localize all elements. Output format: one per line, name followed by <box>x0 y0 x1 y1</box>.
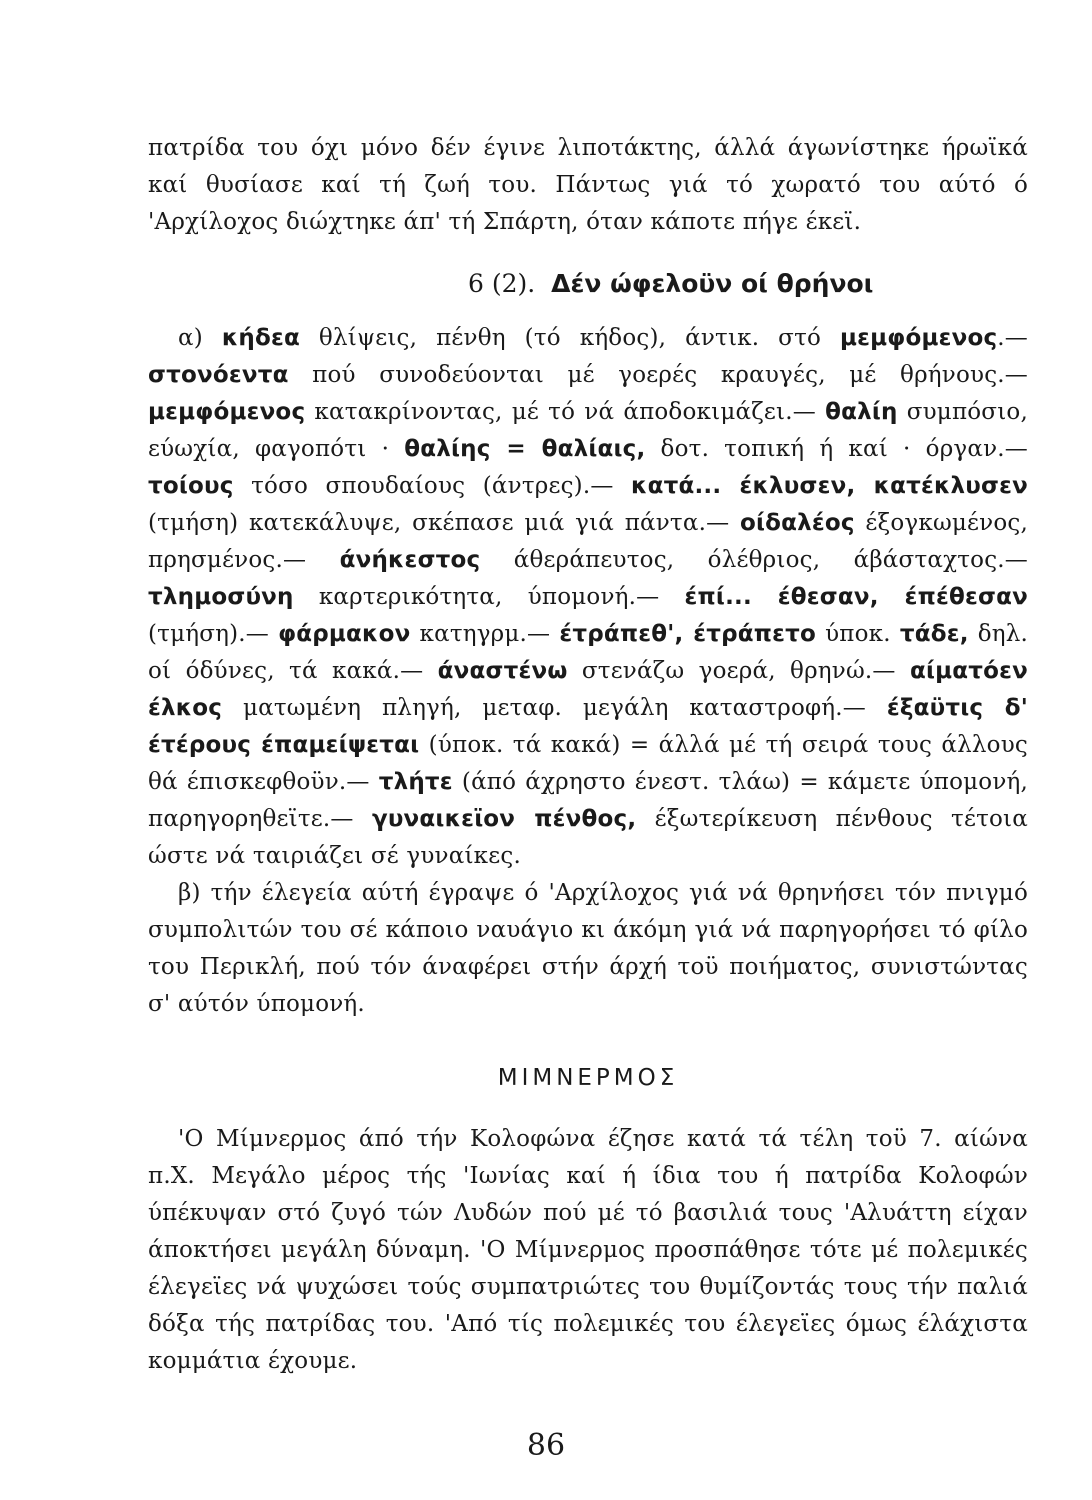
gloss-term: οίδαλέος <box>739 510 855 536</box>
page-number: 86 <box>526 1428 566 1463</box>
poem-heading <box>148 269 1028 298</box>
glossary-paragraph <box>148 320 1028 875</box>
gloss-term: γυναικεϊον πένθος, <box>371 806 637 832</box>
gloss-text: .— <box>997 325 1029 351</box>
gloss-text: κατηγρμ.— <box>410 621 560 647</box>
gloss-text: (τμήση).— <box>148 621 279 647</box>
gloss-text: α) <box>178 325 222 351</box>
gloss-term: θαλίη <box>825 399 898 425</box>
gloss-text: δοτ. τοπική ή καί · όργαν.— <box>645 436 1028 462</box>
gloss-term: κατά... έκλυσεν, κατέκλυσεν <box>631 473 1029 499</box>
gloss-text: στενάζω γοερά, θρηνώ.— <box>567 658 910 684</box>
gloss-term: τλήτε <box>378 769 453 795</box>
gloss-text: έξωτερίκευση πένθους τέτοια ώστε νά ταιριάζει σέ γυναίκες. <box>148 806 1028 869</box>
gloss-text: ματωμένη πληγή, μεταφ. μεγάλη καταστροφή.— <box>222 695 887 721</box>
gloss-term: μεμφόμενος <box>148 399 306 425</box>
gloss-term: μεμφόμενος <box>840 325 998 351</box>
gloss-text: έξογκωμένος, πρησμένος.— <box>148 510 1028 573</box>
gloss-text: κατακρίνοντας, μέ τό νά άποδοκιμάζει.— <box>305 399 826 425</box>
gloss-term: τάδε, <box>899 621 969 647</box>
gloss-term: έξαϋτις δ' έτέρους έπαμείψεται <box>148 695 1028 758</box>
gloss-text: (τμήση) κατεκάλυψε, σκέπασε μιά γιά πάντα.— <box>148 510 740 536</box>
gloss-term: έπί... έθεσαν, έπέθεσαν <box>684 584 1028 610</box>
gloss-text: άθεράπευτος, όλέθριος, άβάσταχτος.— <box>480 547 1028 573</box>
gloss-term: φάρμακον <box>278 621 411 647</box>
gloss-text: τόσο σπουδαίους (άντρες).— <box>233 473 632 499</box>
gloss-text: πού συνοδεύονται μέ γοερές κραυγές, μέ θρήνους.— <box>288 362 1028 388</box>
mimnermos-paragraph: 'Ο Μίμνερμος άπό τήν Κολοφώνα έζησε κατά τά τέλη τοϋ 7. αίώνα π.Χ. Μεγάλο μέρος τής 'Ιωνίας καί ή ίδια του ή πατρίδα Κολοφών ύπέκυψαν στό ζυγό τών Λυδών πού μέ τό βασιλιά τους 'Αλυάττη είχαν άποκτήσει μεγάλη δύναμη. 'Ο Μίμνερμος προσπάθησε τότε μέ πολεμικές έλεγεϊες νά ψυχώσει τούς συμπατριώτες του θυμίζοντάς τους τήν παλιά δόξα τής πατρίδας του. 'Από τίς πολεμικές του έλεγεϊες όμως έλάχιστα κομμάτια έχουμε. <box>148 1126 1028 1374</box>
gloss-text: θλίψεις, πένθη (τό κήδος), άντικ. στό <box>299 325 841 351</box>
gloss-term: άναστένω <box>437 658 568 684</box>
gloss-text: δηλ. οί όδύνες, τά κακά.— <box>148 621 1029 684</box>
gloss-term: αίματόεν έλκος <box>148 658 1028 721</box>
page-content <box>148 130 1028 1380</box>
gloss-term: κήδεα <box>221 325 300 351</box>
gloss-text: καρτερικότητα, ύπομονή.— <box>293 584 685 610</box>
gloss-text: (ύποκ. τά κακά) = άλλά μέ τή σειρά τους άλλους θά έπισκεφθοϋν.— <box>148 732 1028 795</box>
gloss-term: στονόεντα <box>148 362 289 388</box>
gloss-term: τλημοσύνη <box>148 584 294 610</box>
gloss-term: θαλίης = θαλίαις, <box>404 436 646 462</box>
gloss-term: έτράπεθ', έτράπετο <box>559 621 817 647</box>
heading-number: 6 (2). <box>468 269 536 298</box>
gloss-text: συμπόσιο, εύωχία, φαγοπότι · <box>148 399 1028 462</box>
gloss-text: ύποκ. <box>816 621 900 647</box>
gloss-text: (άπό άχρηστο ένεστ. τλάω) = κάμετε ύπομονή, παρηγορηθεϊτε.— <box>148 769 1029 832</box>
heading-title: Δέν ώφελοϋν οί θρήνοι <box>551 269 874 298</box>
beta-paragraph: β) τήν έλεγεία αύτή έγραψε ό 'Αρχίλοχος γιά νά θρηνήσει τόν πνιγμό συμπολιτών του σέ κάποιο ναυάγιο κι άκόμη γιά νά παρηγορήσει τό φίλο του Περικλή, πού τόν άναφέρει στήν άρχή τοϋ ποιήματος, συνιστώντας σ' αύτόν ύπομονή. <box>148 880 1028 1017</box>
gloss-term: τοίους <box>148 473 234 499</box>
section-title: ΜΙΜΝΕΡΜΟΣ <box>497 1065 679 1091</box>
intro-paragraph: πατρίδα του όχι μόνο δέν έγινε λιποτάκτης, άλλά άγωνίστηκε ήρωϊκά καί θυσίασε καί τή ζωή του. Πάντως γιά τό χωρατό του αύτό ό 'Αρχίλοχος διώχτηκε άπ' τή Σπάρτη, όταν κάποτε πήγε έκεϊ. <box>148 135 1028 235</box>
gloss-term: άνήκεστος <box>339 547 481 573</box>
